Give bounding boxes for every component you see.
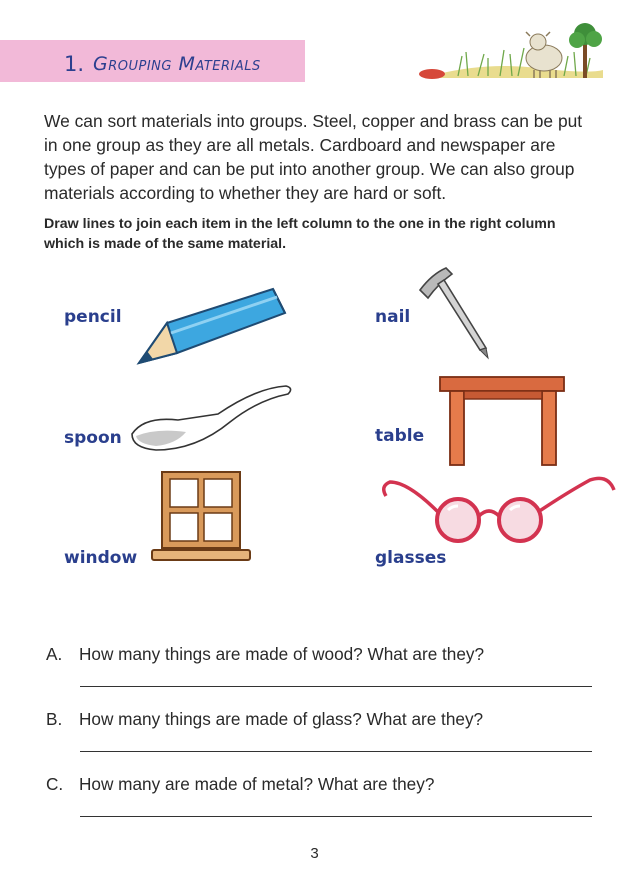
instruction-text: Draw lines to join each item in the left column to the one in the right column which is made of the same material.	[44, 216, 556, 252]
item-label-glasses: glasses	[375, 548, 447, 568]
item-label-table: table	[375, 426, 425, 446]
meadow-decoration-icon	[418, 12, 608, 84]
page-number: 3	[310, 845, 319, 862]
question-letter: B.	[46, 709, 63, 729]
nail-icon	[418, 264, 498, 364]
question-text: How many are made of metal? What are they?	[79, 774, 435, 794]
answer-line-a[interactable]	[80, 686, 592, 687]
question-letter: C.	[46, 774, 64, 794]
item-label-spoon: spoon	[64, 428, 122, 448]
page-title: Grouping Materials	[93, 53, 261, 75]
item-label-window: window	[64, 548, 138, 568]
item-label-nail: nail	[375, 307, 411, 327]
intro-paragraph: We can sort materials into groups. Steel, copper and brass can be put in one group as they are all metals. Cardboard and newspaper are types of paper and can be put into another group. We can also group materials according to whether they are hard or soft.	[44, 111, 583, 203]
table-icon	[438, 373, 568, 468]
spoon-icon	[126, 380, 296, 455]
item-label-pencil: pencil	[64, 307, 122, 327]
answer-line-b[interactable]	[80, 751, 592, 752]
question-text: How many things are made of wood? What are they?	[79, 644, 485, 664]
question-a	[46, 644, 484, 665]
section-number: 1.	[64, 52, 85, 76]
question-b	[46, 709, 483, 730]
question-c	[46, 774, 434, 795]
question-text: How many things are made of glass? What are they?	[79, 709, 484, 729]
question-letter: A.	[46, 644, 63, 664]
answer-line-c[interactable]	[80, 816, 592, 817]
window-icon	[148, 470, 253, 575]
pencil-icon	[125, 283, 290, 373]
glasses-icon	[378, 462, 618, 547]
